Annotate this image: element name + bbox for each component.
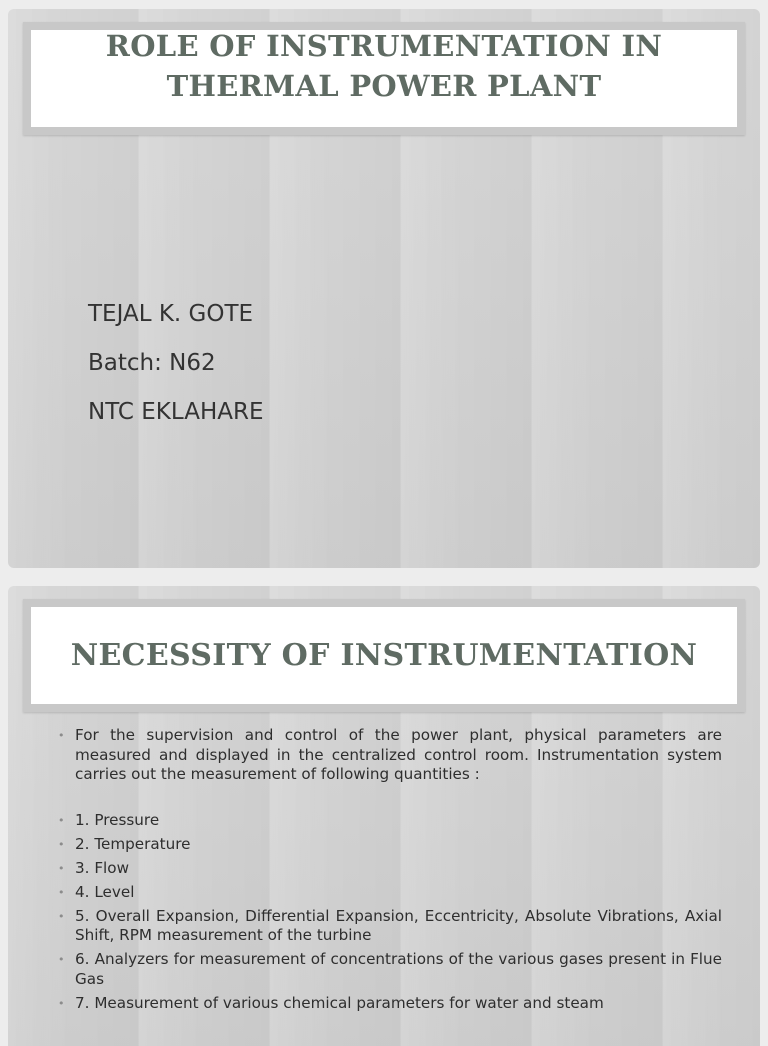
list-item [56, 950, 722, 989]
list-item [56, 883, 722, 903]
list-item [56, 726, 722, 785]
bullet-icon: • [58, 996, 65, 1010]
list-item-text: 4. Level [75, 882, 135, 901]
slide-title: NECESSITY OF INSTRUMENTATION [70, 637, 698, 673]
presenter-institute: NTC EKLAHARE [88, 399, 264, 425]
title-box [31, 607, 737, 704]
bullet-icon: • [58, 729, 65, 742]
bullet-icon: • [58, 885, 65, 899]
list-item-text: 1. Pressure [75, 810, 160, 829]
list-item [56, 811, 722, 831]
bullet-icon: • [58, 909, 65, 923]
title-frame [23, 599, 745, 712]
bullet-list [56, 726, 722, 1018]
list-item-text: 3. Flow [75, 858, 129, 877]
presenter-batch: Batch: N62 [88, 350, 216, 376]
list-item-text: For the supervision and control of the power plant, physical parameters are measured and displayed in the centralized control room. Instrumentation system carries out the measurement of following quantities : [75, 726, 722, 783]
list-item-text: 6. Analyzers for measurement of concentrations of the various gases present in Flue Gas [75, 950, 722, 988]
list-item [56, 994, 722, 1014]
list-item-text: 2. Temperature [75, 834, 191, 853]
bullet-icon: • [58, 837, 65, 851]
list-item [56, 835, 722, 855]
slide-title-line-1: ROLE OF INSTRUMENTATION IN [105, 29, 663, 63]
presenter-info [88, 294, 264, 441]
bullet-icon: • [58, 813, 65, 827]
title-slide [8, 9, 760, 568]
title-box [31, 30, 737, 127]
slide-title-line-2: THERMAL POWER PLANT [166, 69, 602, 103]
list-item [56, 859, 722, 879]
list-item [56, 907, 722, 946]
content-slide [8, 586, 760, 1046]
list-item-text: 7. Measurement of various chemical parameters for water and steam [75, 993, 604, 1012]
bullet-icon: • [58, 953, 65, 966]
presenter-name: TEJAL K. GOTE [88, 301, 254, 327]
bullet-icon: • [58, 861, 65, 875]
list-item-text: 5. Overall Expansion, Differential Expansion, Eccentricity, Absolute Vibrations, Axial Shift, RPM measurement of the turbine [75, 906, 722, 944]
slide-title [106, 26, 662, 106]
title-frame [23, 22, 745, 135]
